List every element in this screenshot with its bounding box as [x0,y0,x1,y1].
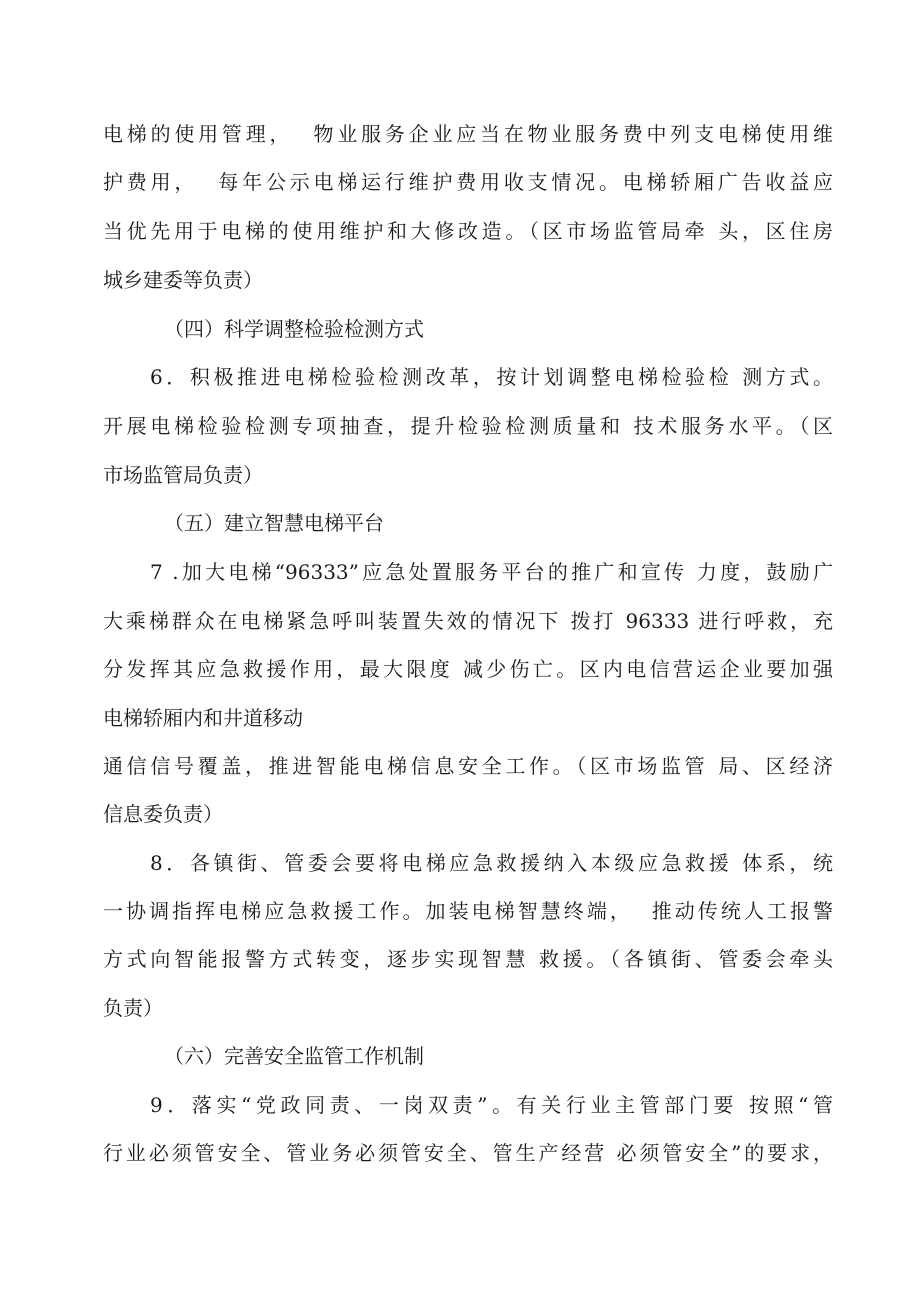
paragraph-line: 电梯的使用管理， 物业服务企业应当在物业服务费中列支电梯使用维 [103,122,833,146]
paragraph-line: 9．落实“党政同责、一岗双责”。有关行业主管部门要 按照“管 [150,1093,833,1117]
paragraph-line: 一协调指挥电梯应急救援工作。加装电梯智慧终端， 推动传统人工报警 [103,899,833,923]
paragraph-line: 开展电梯检验检测专项抽查，提升检验检测质量和 技术服务水平。（区 [103,414,833,438]
paragraph-line: 6．积极推进电梯检验检测改革，按计划调整电梯检验检 测方式。 [150,365,833,389]
paragraph-line: 当优先用于电梯的使用维护和大修改造。（区市场监管局牵 头，区住房 [103,219,833,243]
paragraph-line: 电梯轿厢内和井道移动 [103,706,303,730]
paragraph-line: 信息委负责） [103,802,223,826]
section-heading: （六）完善安全监管工作机制 [164,1044,424,1068]
paragraph-line: 行业必须管安全、管业务必须管安全、管生产经营 必须管安全”的要求， [103,1141,833,1165]
paragraph-line: 负责） [103,996,163,1020]
paragraph-line: 方式向智能报警方式转变，逐步实现智慧 救援。（各镇街、管委会牵头 [103,947,833,971]
paragraph-line: 市场监管局负责） [103,463,263,487]
section-heading: （四）科学调整检验检测方式 [164,317,424,341]
section-heading: （五）建立智慧电梯平台 [164,511,384,535]
paragraph-line: 大乘梯群众在电梯紧急呼叫装置失效的情况下 拨打 96333 进行呼救，充 [103,609,833,633]
paragraph-line: 分发挥其应急救援作用，最大限度 减少伤亡。区内电信营运企业要加强 [103,657,833,681]
paragraph-line: 8．各镇街、管委会要将电梯应急救援纳入本级应急救援 体系，统 [150,851,833,875]
paragraph-line: 7 .加大电梯“96333”应急处置服务平台的推广和宣传 力度，鼓励广 [150,560,833,584]
paragraph-line: 通信信号覆盖，推进智能电梯信息安全工作。（区市场监管 局、区经济 [103,754,833,778]
paragraph-line: 护费用， 每年公示电梯运行维护费用收支情况。电梯轿厢广告收益应 [103,170,833,194]
paragraph-line: 城乡建委等负责） [103,268,263,292]
